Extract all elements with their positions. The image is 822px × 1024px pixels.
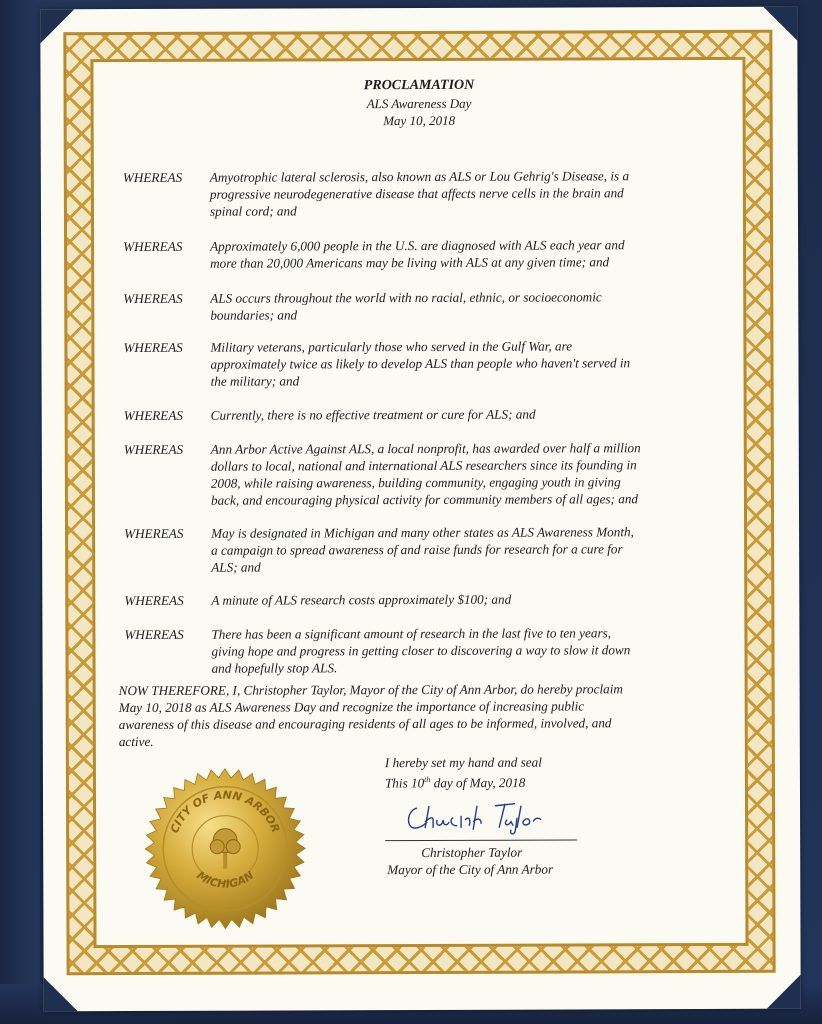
- now-therefore-paragraph: [119, 680, 709, 750]
- whereas-text-line: giving hope and progress in getting closer to discovering a way to slow it down: [211, 642, 631, 659]
- whereas-text-line: and hopefully stop ALS.: [211, 660, 338, 676]
- seal-bottom-text: MICHIGAN: [194, 868, 257, 891]
- whereas-text: [210, 167, 730, 220]
- whereas-text: [211, 523, 731, 576]
- whereas-text: [211, 624, 731, 677]
- therefore-line: May 10, 2018 as ALS Awareness Day and recognize the importance of increasing public: [118, 698, 585, 716]
- whereas-label: WHEREAS: [124, 626, 184, 643]
- whereas-text-line: approximately twice as likely to develop ALS than people who haven't served in: [210, 355, 631, 372]
- whereas-clause: [123, 236, 723, 271]
- certificate-content: [40, 7, 800, 1012]
- whereas-text: [211, 590, 731, 609]
- handwritten-signature: [403, 798, 553, 839]
- proclamation-certificate: [40, 7, 800, 1012]
- whereas-text-line: May is designated in Michigan and many other states as ALS Awareness Month,: [211, 524, 634, 541]
- hand-and-seal-text: I hereby set my hand and seal: [384, 754, 542, 771]
- whereas-clause: [124, 523, 724, 575]
- whereas-text-line: Approximately 6,000 people in the U.S. are diagnosed with ALS each year and: [210, 237, 625, 254]
- whereas-label: WHEREAS: [122, 169, 183, 186]
- sign-date-text: [385, 771, 525, 792]
- whereas-text: [210, 337, 730, 390]
- whereas-text-line: progressive neurodegenerative disease that affects nerve cells in the brain and: [209, 185, 624, 202]
- whereas-text-line: a campaign to spread awareness of and raise funds for research for a cure for: [211, 541, 623, 558]
- whereas-text: [211, 439, 731, 509]
- document-date: May 10, 2018: [383, 112, 456, 129]
- whereas-label: WHEREAS: [123, 238, 183, 255]
- sign-date-prefix: This 10: [384, 775, 425, 791]
- whereas-text-line: spinal cord; and: [209, 203, 297, 219]
- signature-line: [385, 839, 577, 841]
- whereas-text-line: back, and encouraging physical activity for community members of all ages; and: [210, 491, 639, 508]
- document-title: PROCLAMATION: [363, 77, 475, 94]
- whereas-text: [210, 236, 730, 272]
- whereas-clause: [123, 439, 724, 508]
- signer-title: Mayor of the City of Ann Arbor: [387, 861, 554, 878]
- therefore-line: NOW THEREFORE, I, Christopher Taylor, Mayor of the City of Ann Arbor, do hereby proclaim: [118, 681, 623, 699]
- whereas-label: WHEREAS: [123, 290, 183, 307]
- signer-name: Christopher Taylor: [421, 844, 523, 860]
- whereas-text-line: ALS; and: [211, 559, 261, 575]
- therefore-line: awareness of this disease and encouraging residents of all ages to be informed, involved, and: [118, 715, 612, 733]
- whereas-clause: [124, 624, 724, 676]
- whereas-text-line: 2008, while raising awareness, building community, engaging youth in giving: [210, 474, 621, 491]
- whereas-clause: [123, 405, 724, 424]
- whereas-text-line: Currently, there is no effective treatment or cure for ALS; and: [210, 406, 536, 423]
- whereas-text-line: dollars to local, national and international ALS researchers since its founding in: [210, 457, 637, 474]
- therefore-line: active.: [118, 733, 154, 750]
- whereas-label: WHEREAS: [123, 339, 183, 356]
- whereas-label: WHEREAS: [124, 525, 184, 542]
- folder-flap-left: [0, 0, 40, 1024]
- whereas-label: WHEREAS: [124, 592, 184, 609]
- document-subtitle: ALS Awareness Day: [366, 95, 472, 112]
- seal-top-text: CITY OF ANN ARBOR: [168, 788, 283, 835]
- whereas-text-line: Ann Arbor Active Against ALS, a local nonprofit, has awarded over half a million: [210, 440, 641, 457]
- whereas-text-line: more than 20,000 Americans may be living with ALS at any given time; and: [210, 254, 610, 271]
- whereas-text-line: Amyotrophic lateral sclerosis, also known as ALS or Lou Gehrig's Disease, is a: [209, 168, 630, 185]
- whereas-text: [210, 288, 730, 324]
- whereas-text-line: the military; and: [210, 373, 300, 389]
- whereas-text: [211, 405, 731, 424]
- whereas-clause: [122, 167, 723, 219]
- signature-block: [384, 753, 685, 878]
- whereas-text-line: boundaries; and: [210, 307, 298, 323]
- whereas-text-line: Military veterans, particularly those who served in the Gulf War, are: [210, 338, 573, 355]
- whereas-clause: [123, 288, 723, 323]
- whereas-clause: [123, 337, 723, 389]
- whereas-label: WHEREAS: [123, 441, 184, 458]
- whereas-text-line: There has been a significant amount of research in the last five to ten years,: [211, 625, 612, 642]
- whereas-text-line: A minute of ALS research costs approximately $100; and: [211, 591, 512, 608]
- sign-date-ordinal: th: [424, 774, 431, 784]
- sign-date-suffix: day of May, 2018: [430, 775, 526, 791]
- whereas-clause: [124, 590, 724, 609]
- whereas-text-line: ALS occurs throughout the world with no racial, ethnic, or socioeconomic: [210, 289, 602, 306]
- whereas-label: WHEREAS: [123, 407, 184, 424]
- gold-city-seal: [143, 766, 308, 931]
